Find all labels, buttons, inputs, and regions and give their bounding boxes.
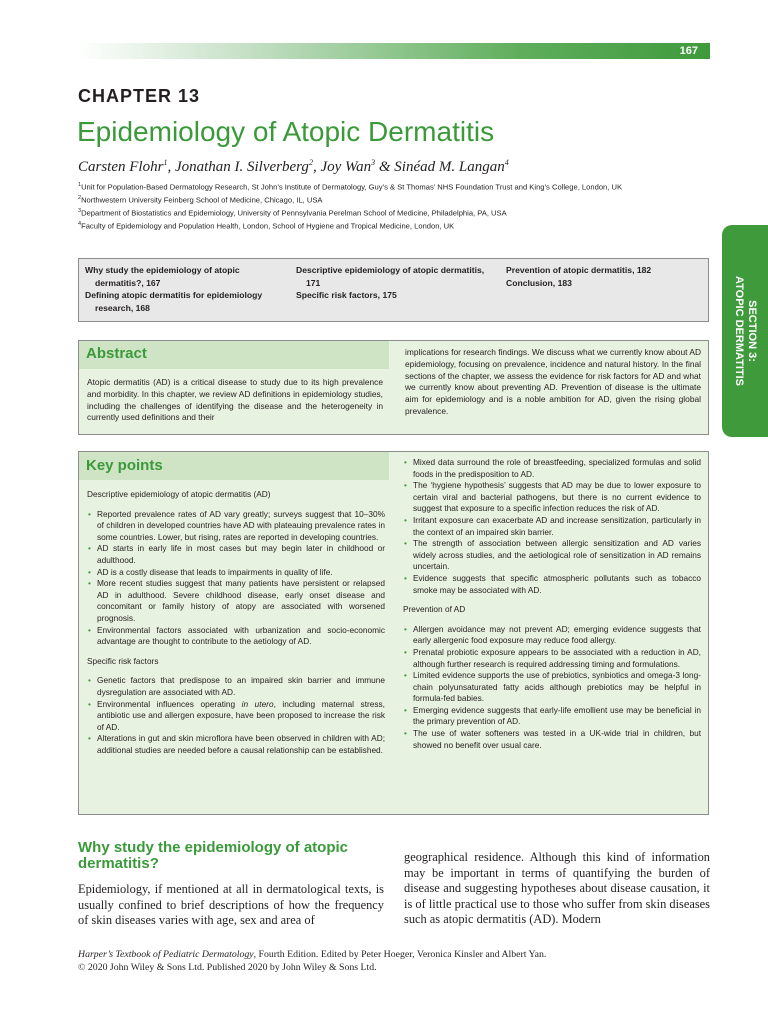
footer — [78, 949, 718, 974]
author-sep: & — [375, 159, 395, 175]
page-number: 167 — [679, 45, 698, 57]
contents-column — [296, 264, 486, 302]
author-sup: 2 — [308, 158, 313, 167]
list-item: • Evidence suggests that specific atmospheric pollutants such as tobacco smoke may be associated with AD. — [403, 573, 701, 596]
list-item: • Mixed data surround the role of breastfeeding, specialized formulas and solid foods in the predisposition to AD. — [403, 457, 701, 480]
author-name: Joy Wan — [320, 159, 372, 175]
affiliation-sup: 2 — [78, 195, 82, 202]
list-item: • Alterations in gut and skin microflora have been observed in children with AD; additional studies are needed before a causal relationship can be established. — [87, 733, 385, 756]
author-sup: 4 — [504, 158, 509, 167]
chapter-label: CHAPTER 13 — [78, 86, 201, 106]
affiliation-sup: 1 — [78, 182, 82, 188]
list-item: • The strength of association between allergic sensitization and AD varies widely across studies, and the aetiological role of sensitization in AD remains uncertain. — [403, 538, 701, 573]
list-item: • Allergen avoidance may not prevent AD; emerging evidence suggests that early allergenic food exposure may reduce food allergy. — [403, 624, 701, 647]
key-points-heading: Key points — [86, 457, 163, 474]
list-item: • Limited evidence supports the use of prebiotics, synbiotics and omega-3 long-chain polyunsaturated fatty acids although prebiotics may be helpful in formula-fed babies. — [403, 670, 701, 705]
contents-column — [506, 264, 706, 289]
list-item: • Prenatal probiotic exposure appears to be associated with a reduction in AD, although further research is required addressing timing and formulations. — [403, 647, 701, 670]
list-item: • Environmental influences operating in utero, including maternal stress, antibiotic use and allergen exposure, have been proposed to increase the risk of AD. — [87, 699, 385, 734]
author-sep: , — [167, 159, 175, 175]
list-item: • AD starts in early life in most cases but may begin later in childhood or adulthood. — [87, 543, 385, 566]
list-item: • AD is a costly disease that leads to impairments in quality of life. — [87, 567, 385, 579]
contents-item: Conclusion, 183 — [506, 277, 572, 288]
list-item: • The ‘hygiene hypothesis’ suggests that AD may be due to lower exposure to certain viral and bacterial pathogens, but there is no current evidence to suggest that exposure to a specific infection reduces the risk of AD. — [403, 480, 701, 515]
contents-item: Prevention of atopic dermatitis, 182 — [506, 265, 652, 275]
abstract-text-col1: Atopic dermatitis (AD) is a critical disease to study due to its high prevalence and morbidity. In this chapter, we review AD definitions in epidemiology studies, including the challenges of identifying the disease and the heterogeneity in currently used definitions and their — [87, 377, 383, 423]
list-item: • Irritant exposure can exacerbate AD and increase sensitization, particularly in the context of an impaired skin barrier. — [403, 515, 701, 538]
contents-column — [85, 264, 275, 314]
affiliation-text: Northwestern University Feinberg School of Medicine, Chicago, IL, USA — [81, 195, 323, 205]
affiliation-text: Department of Biostatistics and Epidemiology, University of Pennsylvania Perelman School of Medicine, Philadelphia, PA, USA — [81, 208, 507, 218]
key-points-list — [403, 624, 701, 752]
key-points-column-1 — [87, 489, 385, 756]
list-item: • Reported prevalence rates of AD vary greatly; surveys suggest that 10–30% of children in developed countries have AD with plateauing prevalence rates in some countries. Lower, but rising, rates are reported in developing countries. — [87, 509, 385, 544]
footer-book-title: Harper’s Textbook of Pediatric Dermatology — [78, 949, 254, 960]
footer-citation — [78, 949, 718, 962]
key-points-subheading: Specific risk factors — [87, 655, 159, 666]
header-bar — [78, 43, 710, 59]
contents-item: Defining atopic dermatitis for epidemiology research, 168 — [85, 290, 263, 313]
affiliations — [78, 180, 718, 233]
key-points-list — [87, 509, 385, 648]
abstract-box — [78, 340, 709, 435]
affiliation-sup: 4 — [78, 221, 82, 228]
section-heading: Why study the epidemiology of atopic dermatitis? — [78, 839, 349, 872]
key-points-subheading: Descriptive epidemiology of atopic dermatitis (AD) — [87, 489, 271, 499]
body-text-col2: geographical residence. Although this kind of information may be important in terms of quantifying the burden of disease and suggesting hypotheses about disease causation, it is of little practical use to those who suffer from skin diseases such as atopic dermatitis (AD). Modern — [404, 850, 710, 927]
affiliation-text: Unit for Population-Based Dermatology Research, St John’s Institute of Dermatology, Guy’s & St Thomas’ NHS Foundation Trust and King’s College, London, UK — [81, 182, 623, 192]
affiliation — [78, 206, 718, 219]
list-item: • Environmental factors associated with urbanization and socio-economic advantage are thought to contribute to the aetiology of AD. — [87, 625, 385, 648]
footer-edition: , Fourth Edition. Edited by Peter Hoeger, Veronica Kinsler and Albert Yan. — [253, 949, 547, 960]
key-points-list — [403, 457, 701, 596]
author-name: Sinéad M. Langan — [394, 159, 505, 175]
author-sup: 3 — [371, 158, 376, 167]
key-points-list — [87, 675, 385, 756]
list-item: • The use of water softeners was tested in a UK-wide trial in children, but showed no benefit over usual care. — [403, 728, 701, 751]
author-list — [78, 158, 509, 176]
chapter-title: Epidemiology of Atopic Dermatitis — [77, 116, 495, 147]
abstract-heading: Abstract — [86, 345, 147, 362]
list-item: • More recent studies suggest that many patients have persistent or relapsed AD in adulthood. Severe childhood disease, early onset disease and concomitant or family history of atopy are associated with worsened prognosis. — [87, 578, 385, 624]
footer-copyright: © 2020 John Wiley & Sons Ltd. Published 2020 by John Wiley & Sons Ltd. — [78, 961, 377, 973]
author-sup: 1 — [163, 158, 168, 167]
list-item: • Genetic factors that predispose to an impaired skin barrier and immune dysregulation are associated with AD. — [87, 675, 385, 698]
contents-item: Specific risk factors, 175 — [296, 290, 397, 300]
list-item: • Emerging evidence suggests that early-life emollient use may be beneficial in the primary prevention of AD. — [403, 705, 701, 728]
author-sep: , — [312, 159, 321, 175]
key-points-column-2 — [403, 457, 701, 751]
contents-item: Why study the epidemiology of atopic dermatitis?, 167 — [85, 265, 240, 288]
section-tab — [722, 225, 768, 437]
section-tab-line2: ATOPIC DERMATITIS — [733, 276, 745, 386]
key-points-box — [78, 451, 709, 815]
author-name: Carsten Flohr — [78, 159, 164, 175]
body-text-col1: Epidemiology, if mentioned at all in dermatological texts, is usually confined to brief descriptions of how the frequency of skin diseases varies with age, sex and area of — [78, 882, 384, 928]
affiliation — [78, 219, 718, 232]
author-name: Jonathan I. Silverberg — [174, 159, 309, 175]
emphasis: in utero — [241, 698, 274, 709]
affiliation-text: Faculty of Epidemiology and Population Health, London, School of Hygiene and Tropical Medicine, London, UK — [81, 221, 455, 231]
contents-box — [78, 258, 709, 322]
affiliation — [78, 193, 718, 206]
contents-item: Descriptive epidemiology of atopic dermatitis, 171 — [296, 265, 485, 288]
affiliation-sup: 3 — [78, 208, 82, 215]
section-tab-line1: SECTION 3: — [746, 300, 758, 362]
section-tab-text — [732, 276, 758, 386]
affiliation — [78, 180, 718, 193]
abstract-text-col2: implications for research findings. We discuss what we currently know about AD epidemiology, focusing on prevalence, incidence and natural history. In the final sections of the chapter, we assess the evidence for risk factors for AD and what we currently know about preventing AD. Prevention of disease is the ultimate aim for epidemiology and is a noble ambition for AD, given the rising global prevalence. — [405, 347, 701, 416]
key-points-subheading: Prevention of AD — [403, 604, 466, 615]
